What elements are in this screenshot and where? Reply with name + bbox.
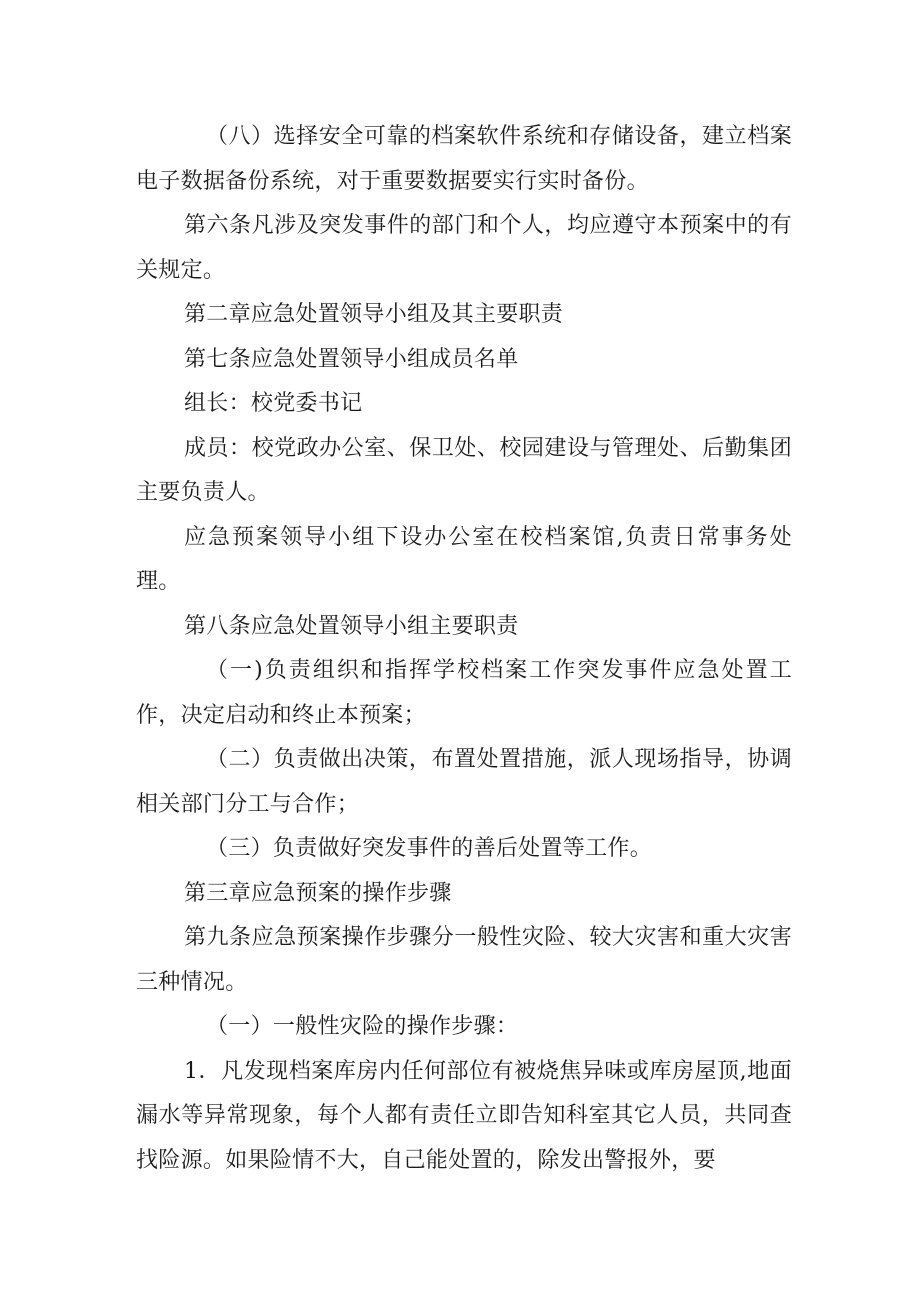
step-1-paragraph: 1．凡发现档案库房内任何部位有被烧焦异味或库房屋顶,地面漏水等异常现象，每个人都有责任立即告知科室其它人员，共同查找险源。如果险情不大，自己能处置的，除发出警报外，要 <box>136 1058 792 1173</box>
duty-2: （二）负责做出决策，布置处置措施，派人现场指导，协调相关部门分工与合作； <box>136 747 792 817</box>
general-hazard-heading: （一）一般性灾险的操作步骤： <box>206 1014 519 1039</box>
office-line: 应急预案领导小组下设办公室在校档案馆,负责日常事务处理。 <box>136 524 792 594</box>
paragraph-2: 第六条凡涉及突发事件的部门和个人，均应遵守本预案中的有关规定。 <box>136 213 792 283</box>
chapter-heading-2: 第二章应急处置领导小组及其主要职责 <box>184 302 564 327</box>
article-8-heading: 第八条应急处置领导小组主要职责 <box>184 613 519 639</box>
article-7-heading: 第七条应急处置领导小组成员名单 <box>184 346 519 372</box>
document-page <box>136 115 792 1183</box>
members-line: 成员：校党政办公室、保卫处、校园建设与管理处、后勤集团主要负责人。 <box>136 435 792 505</box>
leader-line: 组长：校党委书记 <box>184 391 363 416</box>
duty-3: （三）负责做好突发事件的善后处置等工作。 <box>206 836 653 861</box>
duty-1: （一)负责组织和指挥学校档案工作突发事件应急处置工作，决定启动和终止本预案； <box>136 658 792 728</box>
article-9-paragraph: 第九条应急预案操作步骤分一般性灾险、较大灾害和重大灾害三种情况。 <box>136 925 792 995</box>
paragraph-1: （八）选择安全可靠的档案软件系统和存储设备，建立档案电子数据备份系统，对于重要数据要实行实时备份。 <box>136 124 792 194</box>
chapter-heading-3: 第三章应急预案的操作步骤 <box>184 880 452 906</box>
